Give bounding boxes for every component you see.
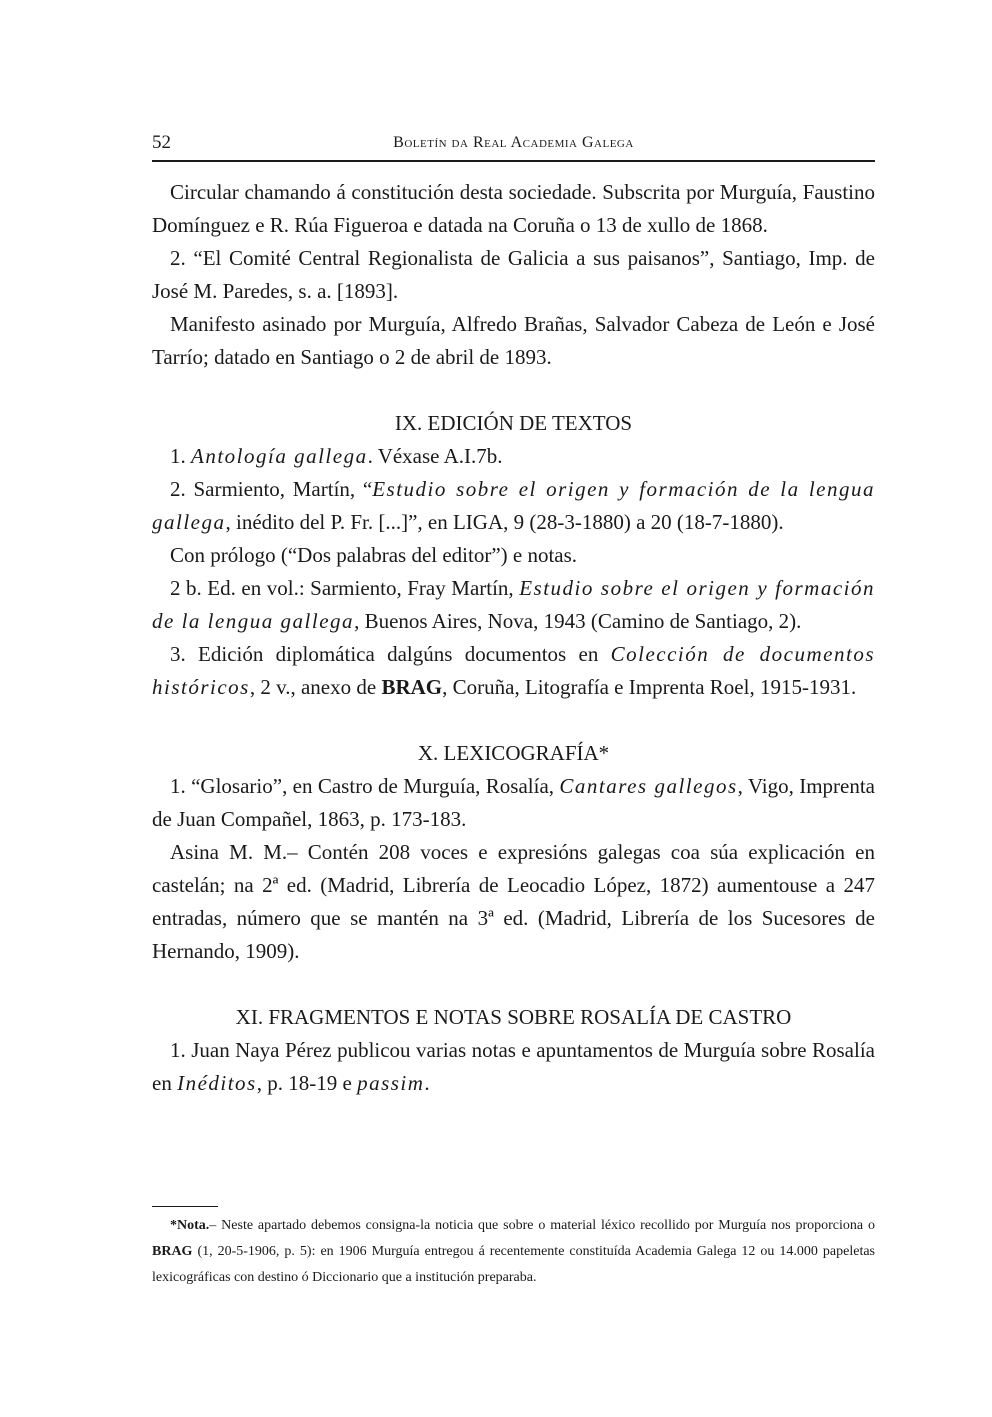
paragraph-circular: Circular chamando á constitución desta sociedade. Subscrita por Murguía, Faustino Domínguez e R. Rúa Figueroa e datada na Coruña o 13 de xullo de 1868. [152, 180, 875, 237]
list-item-note: Con prólogo (“Dos palabras del editor”) e notas. [170, 543, 578, 567]
footnote: *Nota.– Neste apartado debemos consigna-la noticia que sobre o material léxico recollido por Murguía nos proporciona o BRAG (1, 20-5-1906, p. 5): en 1906 Murguía entregou á recentemente constituída Academia Galega 12 ou 14.000 papeletas lexicográficas con destino ó Diccionario que a institución preparaba. [152, 1218, 875, 1285]
running-title: Boletín da Real Academia Galega [393, 134, 634, 151]
paragraph-manifesto: Manifesto asinado por Murguía, Alfredo Brañas, Salvador Cabeza de León e José Tarrío; datado en Santiago o 2 de abril de 1893. [152, 312, 875, 369]
list-item: 3. Edición diplomática dalgúns documentos en Colección de documentos históricos, 2 v., anexo de BRAG, Coruña, Litografía e Imprenta Roel, 1915-1931. [152, 642, 875, 699]
section-heading-ix: IX. EDICIÓN DE TEXTOS [394, 411, 633, 435]
list-item: 1. “Glosario”, en Castro de Murguía, Rosalía, Cantares gallegos, Vigo, Imprenta de Juan Compañel, 1863, p. 173-183. [152, 774, 875, 831]
list-item-note: Asina M. M.– Contén 208 voces e expresións galegas coa súa explicación en castelán; na 2ª ed. (Madrid, Librería de Leocadio López, 1872) aumentouse a 247 entradas, número que se mantén na 3ª ed. (Madrid, Librería de los Sucesores de Hernando, 1909). [152, 840, 875, 963]
list-item: 2. Sarmiento, Martín, “Estudio sobre el origen y formación de la lengua gallega, inédito del P. Fr. [...]”, en LIGA, 9 (28-3-1880) a 20 (18-7-1880). [152, 477, 875, 534]
paragraph-comite: 2. “El Comité Central Regionalista de Galicia a sus paisanos”, Santiago, Imp. de José M. Paredes, s. a. [1893]. [152, 246, 875, 303]
page-number: 52 [152, 132, 171, 153]
list-item: 2 b. Ed. en vol.: Sarmiento, Fray Martín, Estudio sobre el origen y formación de la lengua gallega, Buenos Aires, Nova, 1943 (Camino de Santiago, 2). [152, 576, 875, 633]
body-text [152, 176, 875, 1100]
list-item: 1. Antología gallega. Véxase A.I.7b. [170, 444, 503, 468]
footnote-divider [152, 1206, 218, 1207]
section-heading-x: X. LEXICOGRAFÍA* [417, 741, 610, 765]
list-item: 1. Juan Naya Pérez publicou varias notas e apuntamentos de Murguía sobre Rosalía en Inéditos, p. 18-19 e passim. [152, 1038, 875, 1095]
page-header [152, 132, 875, 162]
section-heading-xi: XI. FRAGMENTOS E NOTAS SOBRE ROSALÍA DE CASTRO [235, 1005, 792, 1029]
